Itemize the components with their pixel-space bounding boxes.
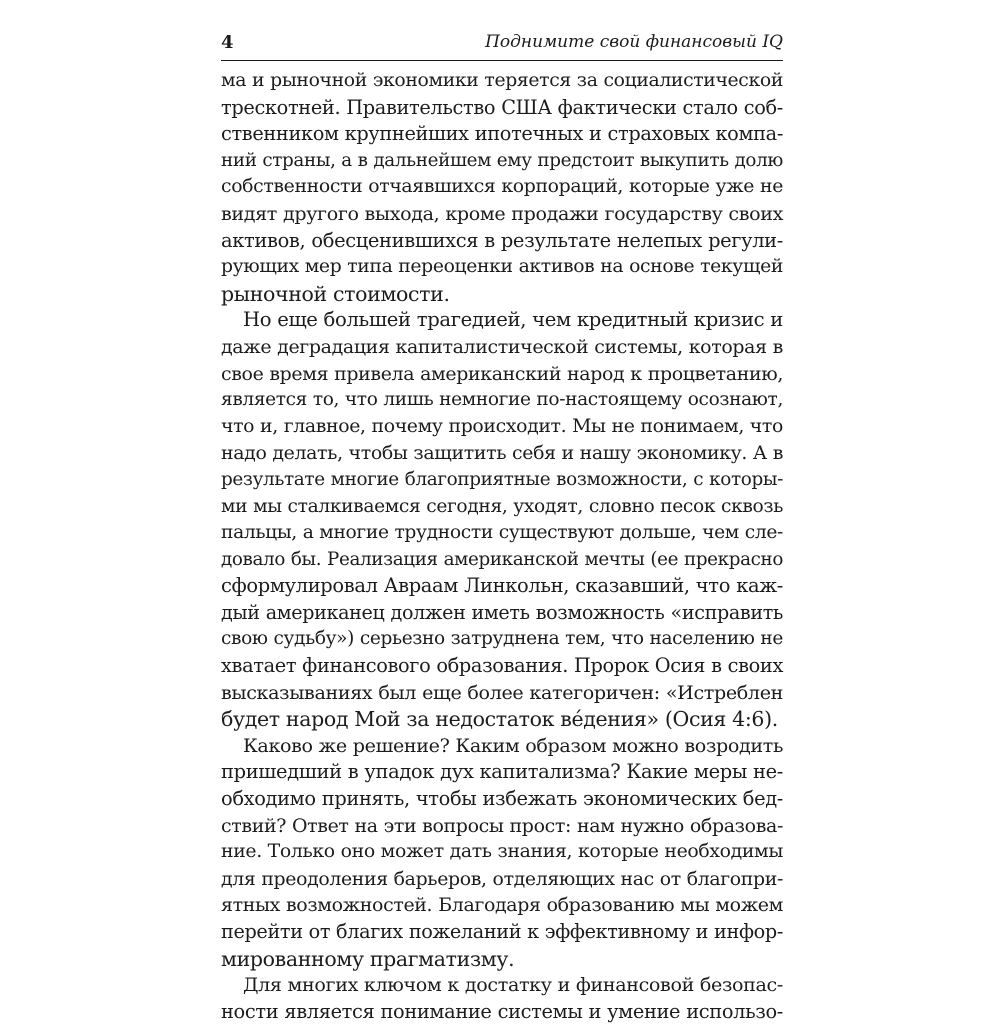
text-line: ми мы сталкиваемся сегодня, уходят, словно песок сквозь xyxy=(221,495,783,517)
text-line: ма и рыночной экономики теряется за социалистической xyxy=(221,70,783,91)
text-line: рыночной стоимости. xyxy=(221,281,450,306)
header-rule xyxy=(221,60,783,61)
text-line: пришедший в упадок дух капитализма? Какие меры не- xyxy=(221,760,783,784)
text-line: результате многие благоприятные возможности, с которы- xyxy=(221,468,783,490)
text-line: хватает финансового образования. Пророк Осия в своих xyxy=(221,654,783,678)
text-line: ятных возможностей. Благодаря образованию мы можем xyxy=(221,894,783,917)
text-line: ственником крупнейших ипотечных и страховых компа- xyxy=(221,122,783,146)
text-line: ний страны, а в дальнейшем ему предстоит выкупить долю xyxy=(221,149,783,171)
text-line: даже деградация капиталистической системы, которая в xyxy=(221,335,783,358)
text-line: перейти от благих пожеланий к эффективному и инфор- xyxy=(221,920,783,943)
text-line: высказываниях был еще более категоричен: «Истреблен xyxy=(221,680,783,704)
text-line: что и, главное, почему происходит. Мы не понимаем, что xyxy=(221,415,783,437)
text-line: обходимо принять, чтобы избежать экономических бед- xyxy=(221,787,783,811)
text-line: рующих мер типа переоценки активов на основе текущей xyxy=(221,256,783,278)
text-line: надо делать, чтобы защитить себя и нашу экономику. А в xyxy=(221,442,783,465)
text-line: ности является понимание системы и умение использо- xyxy=(221,999,783,1023)
text-line: мированному прагматизму. xyxy=(221,946,515,971)
text-line: видят другого выхода, кроме продажи государству своих xyxy=(221,202,783,225)
text-line: ние. Только оно может дать знания, которые необходимы xyxy=(221,841,783,863)
paragraph-first-line: Для многих ключом к достатку и финансовой безопас- xyxy=(243,973,783,997)
text-line: ствий? Ответ на эти вопросы прост: нам нужно образова- xyxy=(221,814,783,837)
body-text xyxy=(221,68,783,1025)
text-line: сформулировал Авраам Линкольн, сказавший, что каж- xyxy=(221,574,783,598)
paragraph-first-line: Но еще большей трагедией, чем кредитный кризис и xyxy=(243,308,783,332)
text-line: для преодоления барьеров, отделяющих нас от благопри- xyxy=(221,867,783,890)
text-line: свое время привела американский народ к процветанию, xyxy=(221,362,783,385)
text-line: трескотней. Правительство США фактически стало соб- xyxy=(221,95,783,119)
text-line: будет народ Мой за недостаток вéдения» (Осия 4:6). xyxy=(221,707,778,732)
text-line: довало бы. Реализация американской мечты (ее прекрасно xyxy=(221,548,783,570)
text-line: является то, что лишь немногие по-настоящему осознают, xyxy=(221,389,783,411)
text-line: собственности отчаявшихся корпораций, которые уже не xyxy=(221,176,783,198)
page-number: 4 xyxy=(221,32,234,53)
running-title: Поднимите свой финансовый IQ xyxy=(485,32,783,52)
running-head xyxy=(221,30,783,56)
text-line: пальцы, а многие трудности существуют дольше, чем сле- xyxy=(221,522,783,544)
text-line: активов, обесценившихся в результате нелепых регули- xyxy=(221,228,783,252)
text-line: свою судьбу») серьезно затруднена тем, что населению не xyxy=(221,628,783,650)
text-line: дый американец должен иметь возможность «исправить xyxy=(221,600,783,624)
paragraph-first-line: Каково же решение? Каким образом можно возродить xyxy=(243,733,783,757)
